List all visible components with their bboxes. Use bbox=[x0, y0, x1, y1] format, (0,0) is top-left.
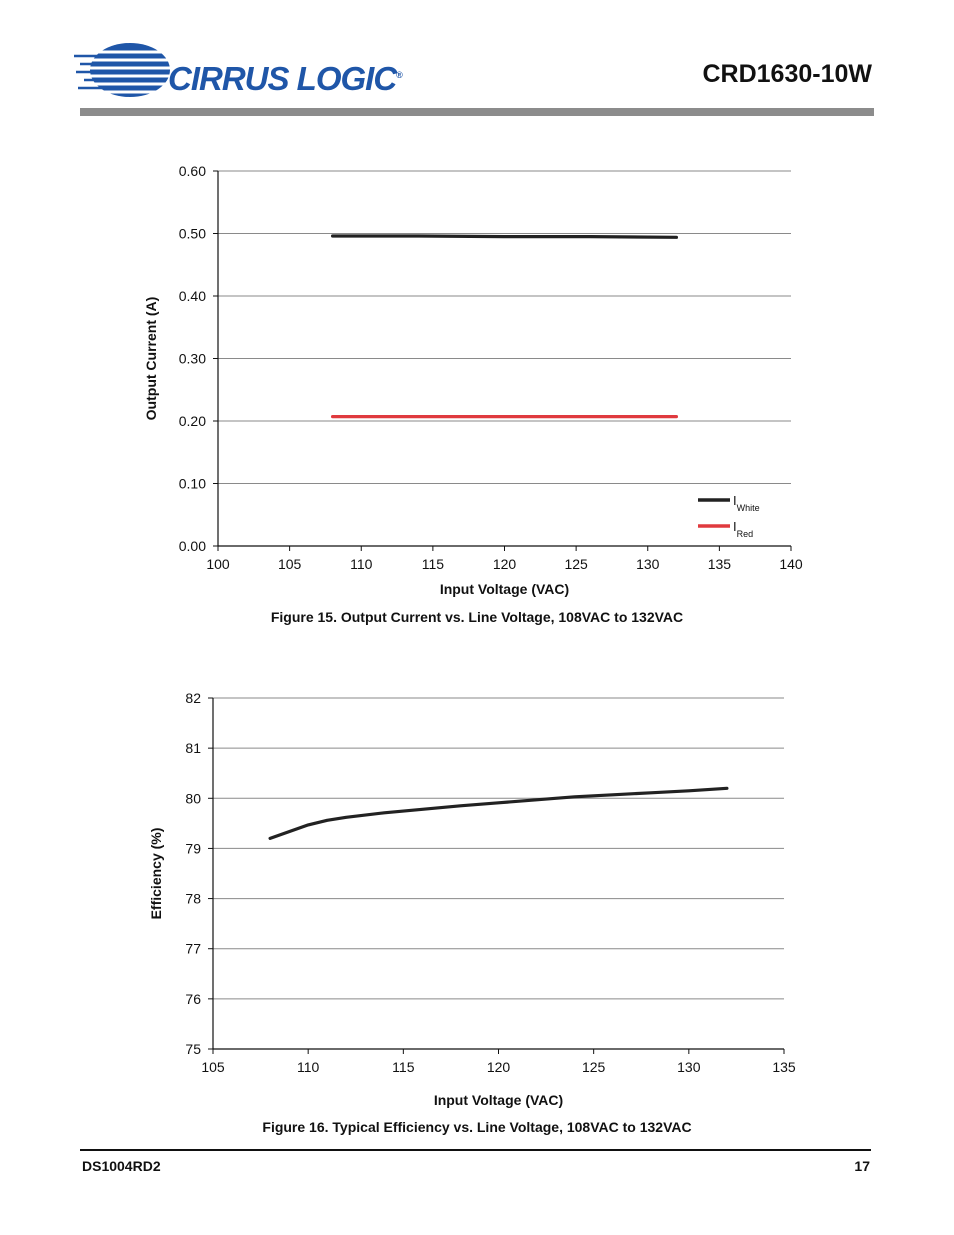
x-tick-label: 115 bbox=[421, 556, 445, 572]
x-tick-label: 135 bbox=[772, 1059, 796, 1075]
x-tick-label: 140 bbox=[779, 556, 803, 572]
y-tick-label: 0.60 bbox=[178, 163, 206, 179]
x-axis-title: Input Voltage (VAC) bbox=[439, 581, 570, 597]
document-title: CRD1630-10W bbox=[702, 60, 872, 88]
x-tick-label: 110 bbox=[350, 556, 373, 572]
x-tick-label: 110 bbox=[297, 1059, 320, 1075]
x-tick-label: 100 bbox=[206, 556, 230, 572]
y-tick-label: 80 bbox=[185, 790, 201, 807]
x-tick-label: 125 bbox=[581, 1059, 606, 1075]
series-line-white bbox=[333, 236, 677, 237]
efficiency-chart bbox=[0, 680, 954, 1120]
figure-16-caption: Figure 16. Typical Efficiency vs. Line Voltage, 108VAC to 132VAC bbox=[262, 1119, 692, 1135]
series-line-0 bbox=[270, 788, 727, 838]
x-tick-label: 120 bbox=[492, 556, 517, 572]
y-tick-label: 0.20 bbox=[178, 413, 206, 429]
x-tick-label: 120 bbox=[486, 1059, 511, 1075]
page-number: 17 bbox=[854, 1158, 870, 1174]
y-tick-label: 78 bbox=[185, 890, 201, 907]
footer-rule bbox=[80, 1149, 871, 1151]
legend-label: $I_{Red}$ bbox=[733, 519, 754, 539]
y-tick-label: 0.50 bbox=[178, 225, 206, 242]
y-axis-title: Efficiency (%) bbox=[148, 827, 164, 920]
x-tick-label: 105 bbox=[201, 1059, 225, 1075]
y-tick-label: 0.30 bbox=[178, 350, 206, 367]
x-tick-label: 125 bbox=[564, 556, 588, 572]
x-axis-title: Input Voltage (VAC) bbox=[433, 1092, 564, 1108]
figure-15-caption: Figure 15. Output Current vs. Line Voltage, 108VAC to 132VAC bbox=[270, 609, 684, 625]
legend-label: $I_{White}$ bbox=[733, 493, 760, 513]
x-tick-label: 130 bbox=[636, 556, 660, 572]
legend-subscript: White bbox=[736, 503, 760, 513]
footer-doc-id: DS1004RD2 bbox=[82, 1158, 161, 1174]
y-tick-label: 0.10 bbox=[178, 475, 206, 492]
x-tick-label: 105 bbox=[277, 556, 302, 572]
company-logo-text: CIRRUS LOGIC® bbox=[168, 60, 402, 97]
x-tick-label: 115 bbox=[392, 1059, 415, 1075]
legend-subscript: Red bbox=[736, 529, 754, 539]
y-tick-label: 81 bbox=[185, 740, 201, 757]
y-tick-label: 0.00 bbox=[178, 538, 206, 554]
header-bar bbox=[80, 108, 874, 116]
y-tick-label: 82 bbox=[185, 690, 201, 706]
y-tick-label: 79 bbox=[185, 840, 201, 857]
x-tick-label: 130 bbox=[677, 1059, 701, 1075]
y-tick-label: 0.40 bbox=[178, 288, 206, 304]
y-axis-title: Output Current (A) bbox=[143, 296, 159, 421]
y-tick-label: 76 bbox=[185, 990, 201, 1007]
output-current-chart bbox=[0, 150, 954, 610]
x-tick-label: 135 bbox=[707, 556, 732, 572]
y-tick-label: 75 bbox=[185, 1041, 201, 1057]
y-tick-label: 77 bbox=[185, 940, 201, 957]
